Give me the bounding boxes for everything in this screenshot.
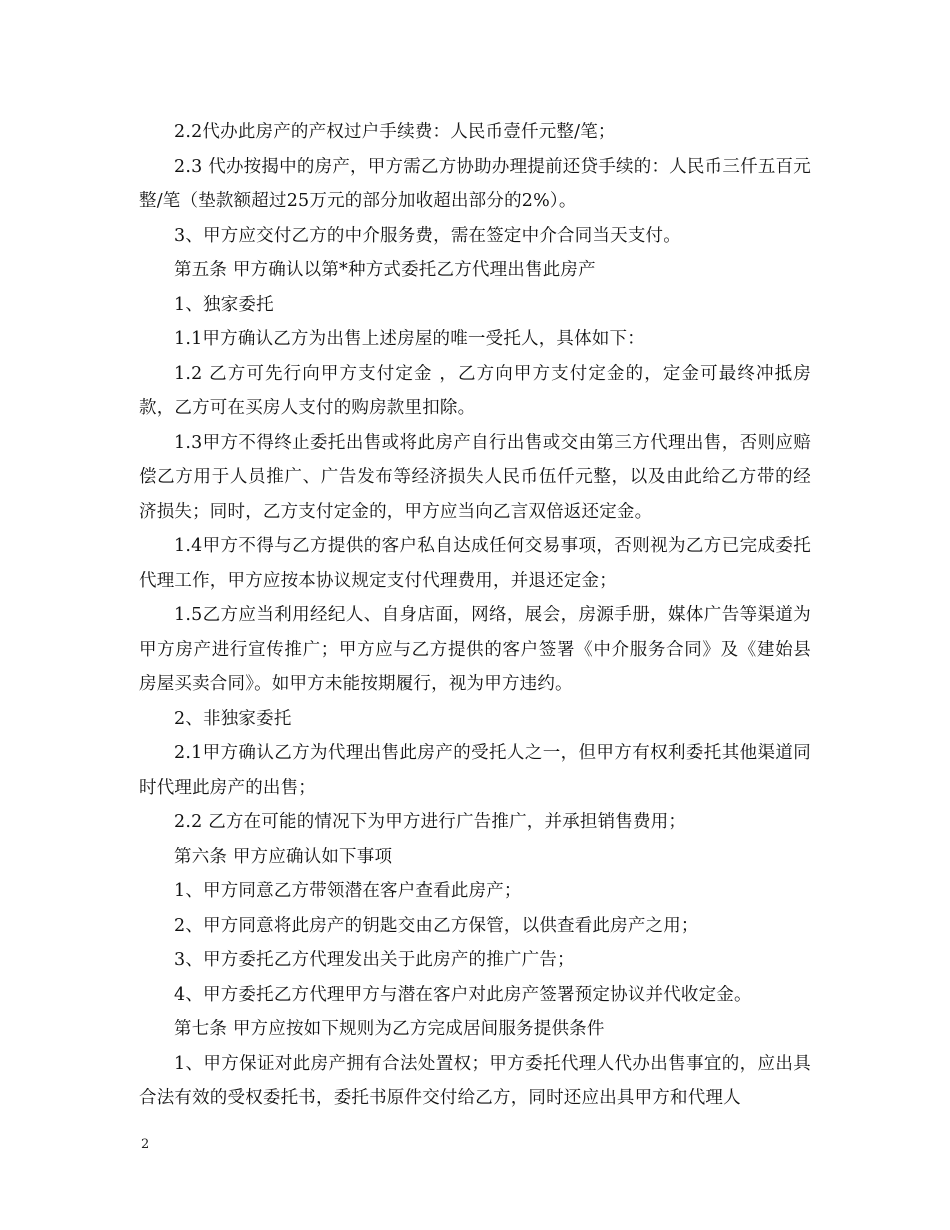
paragraph: 1.4甲方不得与乙方提供的客户私自达成任何交易事项，否则视为乙方已完成委托代理工作，甲方应按本协议规定支付代理费用，并退还定金； <box>139 536 811 591</box>
paragraph: 2.3 代办按揭中的房产，甲方需乙方协助办理提前还贷手续的：人民币三仟五百元整/笔（垫款额超过25万元的部分加收超出部分的2%）。 <box>139 156 811 211</box>
paragraph: 1.1甲方确认乙方为出售上述房屋的唯一受托人，具体如下： <box>174 329 645 349</box>
paragraph: 4、甲方委托乙方代理甲方与潜在客户对此房产签署预定协议并代收定金。 <box>174 984 752 1005</box>
subsection-heading: 2、非独家委托 <box>174 708 292 729</box>
paragraph: 1、甲方保证对此房产拥有合法处置权；甲方委托代理人代办出售事宜的，应出具合法有效的受权委托书，委托书原件交付给乙方，同时还应出具甲方和代理人 <box>139 1053 811 1108</box>
paragraph: 2.2 乙方在可能的情况下为甲方进行广告推广，并承担销售费用； <box>174 812 687 832</box>
section-heading: 第六条 甲方应确认如下事项 <box>174 846 393 867</box>
paragraph: 1.2 乙方可先行向甲方支付定金 ，乙方向甲方支付定金的，定金可最终冲抵房款，乙方可在买房人支付的购房款里扣除。 <box>139 363 811 418</box>
document-body <box>139 115 811 1116</box>
paragraph: 3、甲方应交付乙方的中介服务费，需在签定中介合同当天支付。 <box>174 225 681 246</box>
page-number: 2 <box>141 1137 150 1152</box>
paragraph: 1.5乙方应当利用经纪人、自身店面，网络，展会，房源手册，媒体广告等渠道为甲方房产进行宣传推广；甲方应与乙方提供的客户签署《中介服务合同》及《建始县房屋买卖合同》。如甲方未能按期履行，视为甲方违约。 <box>139 605 811 694</box>
paragraph: 2.1甲方确认乙方为代理出售此房产的受托人之一，但甲方有权利委托其他渠道同时代理此房产的出售； <box>139 743 811 798</box>
paragraph: 1、甲方同意乙方带领潜在客户查看此房产； <box>174 881 522 901</box>
paragraph: 1.3甲方不得终止委托出售或将此房产自行出售或交由第三方代理出售，否则应赔偿乙方用于人员推广、广告发布等经济损失人民币伍仟元整，以及由此给乙方带的经济损失；同时，乙方支付定金的，甲方应当向乙言双倍返还定金。 <box>139 432 811 522</box>
paragraph: 2.2代办此房产的产权过户手续费：人民币壹仟元整/笔； <box>174 122 616 142</box>
section-heading: 第七条 甲方应按如下规则为乙方完成居间服务提供条件 <box>174 1019 605 1039</box>
paragraph: 3、甲方委托乙方代理发出关于此房产的推广广告； <box>174 950 575 970</box>
paragraph: 2、甲方同意将此房产的钥匙交由乙方保管，以供查看此房产之用； <box>174 915 699 936</box>
section-heading: 第五条 甲方确认以第*种方式委托乙方代理出售此房产 <box>174 260 596 280</box>
subsection-heading: 1、独家委托 <box>174 294 274 315</box>
